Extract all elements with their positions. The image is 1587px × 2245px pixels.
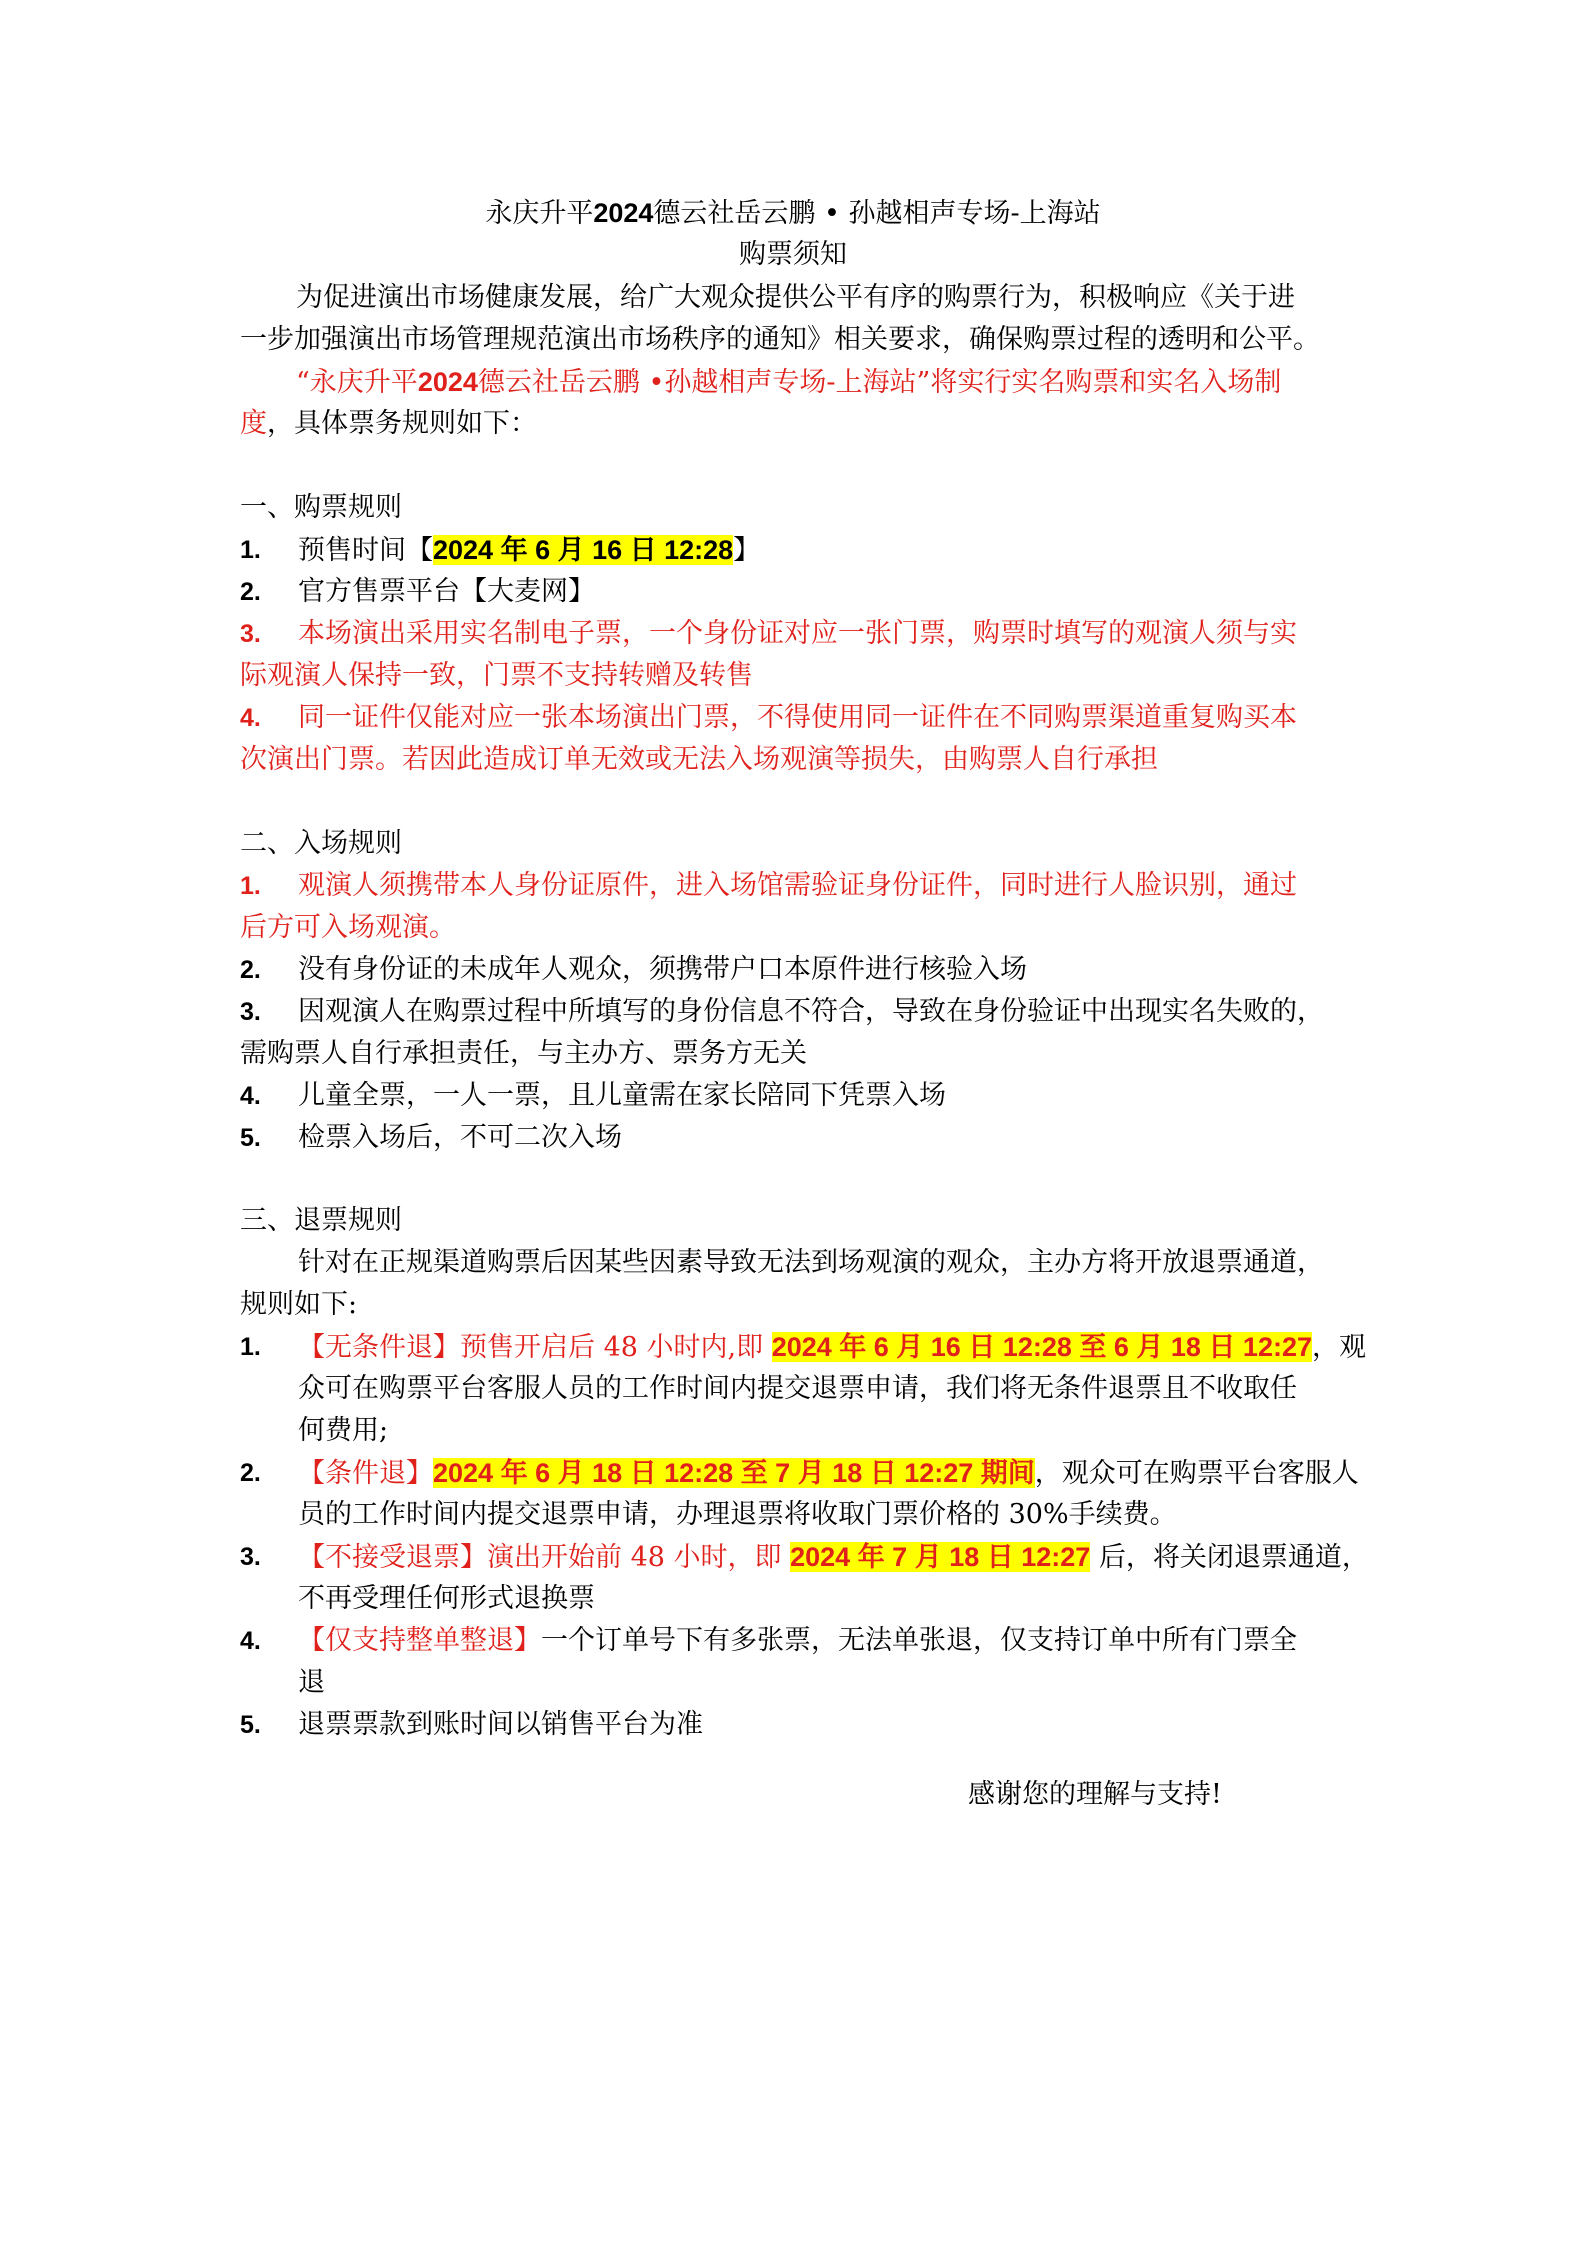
intro-red-line-2: 度，具体票务规则如下：	[240, 408, 537, 439]
s2-item4-text: 儿童全票，一人一票，且儿童需在家长陪同下凭票入场	[298, 1080, 946, 1111]
s3-intro-line1: 针对在正规渠道购票后因某些因素导致无法到场观演的观众，主办方将开放退票通道，	[298, 1247, 1324, 1278]
s1-item3-num: 3.	[240, 620, 261, 648]
s3-item4-line1: 【仅支持整单整退】一个订单号下有多张票，无法单张退，仅支持订单中所有门票全	[298, 1625, 1297, 1656]
s3-item3-num: 3.	[240, 1543, 261, 1571]
section2-heading: 二、入场规则	[240, 828, 402, 859]
s2-item1-line2: 后方可入场观演。	[240, 912, 456, 943]
title-text-a: 永庆升平	[485, 198, 594, 229]
unconditional-refund-period: 2024 年 6 月 16 日 12:28 至 6 月 18 日 12:27	[771, 1332, 1312, 1362]
presale-time-highlight: 2024 年 6 月 16 日 12:28	[433, 535, 734, 565]
s1-item3-line1: 本场演出采用实名制电子票，一个身份证对应一张门票，购票时填写的观演人须与实	[298, 618, 1297, 649]
s3-intro-line2: 规则如下:	[240, 1289, 358, 1320]
s3-item3-line2: 不再受理任何形式退换票	[298, 1583, 595, 1614]
s3-item3-line1: 【不接受退票】演出开始前 48 小时，即 2024 年 7 月 18 日 12:27 后，将关闭退票通道，	[298, 1542, 1369, 1573]
s1-item2-text: 官方售票平台【大麦网】	[298, 576, 595, 607]
document-subtitle: 购票须知	[739, 239, 847, 270]
s2-item2-text: 没有身份证的未成年人观众，须携带户口本原件进行核验入场	[298, 954, 1027, 985]
title-text-b: 德云社岳云鹏 • 孙越相声专场-上海站	[653, 198, 1101, 229]
s2-item3-num: 3.	[240, 998, 261, 1026]
s3-item1-num: 1.	[240, 1333, 261, 1361]
s3-item4-num: 4.	[240, 1627, 261, 1655]
document-title	[240, 192, 1346, 235]
s1-item2-num: 2.	[240, 578, 261, 606]
s1-item1-num: 1.	[240, 536, 261, 564]
s1-item4-num: 4.	[240, 704, 261, 732]
s3-item2-line2: 员的工作时间内提交退票申请，办理退票将收取门票价格的 30%手续费。	[298, 1499, 1177, 1530]
s1-item4-line2: 次演出门票。若因此造成订单无效或无法入场观演等损失，由购票人自行承担	[240, 744, 1158, 775]
intro-red-line: “永庆升平2024德云社岳云鹏 •孙越相声专场-上海站”将实行实名购票和实名入场制	[296, 367, 1282, 398]
section3-heading: 三、退票规则	[240, 1205, 402, 1236]
no-refund-cutoff: 2024 年 7 月 18 日 12:27	[790, 1542, 1091, 1572]
title-year: 2024	[593, 198, 654, 228]
s3-item2-line1: 【条件退】2024 年 6 月 18 日 12:28 至 7 月 18 日 12:27 期间，观众可在购票平台客服人	[298, 1458, 1359, 1489]
intro-line-2: 一步加强演出市场管理规范演出市场秩序的通知》相关要求，确保购票过程的透明和公平。	[240, 324, 1320, 355]
s3-item5-num: 5.	[240, 1711, 261, 1739]
s1-item4-line1: 同一证件仅能对应一张本场演出门票，不得使用同一证件在不同购票渠道重复购买本	[298, 702, 1297, 733]
s2-item5-text: 检票入场后，不可二次入场	[298, 1122, 622, 1153]
conditional-refund-period: 2024 年 6 月 18 日 12:28 至 7 月 18 日 12:27 期间	[433, 1458, 1035, 1488]
s1-item3-line2: 际观演人保持一致，门票不支持转赠及转售	[240, 660, 753, 691]
intro-line-1: 为促进演出市场健康发展，给广大观众提供公平有序的购票行为，积极响应《关于进	[296, 282, 1295, 313]
s2-item1-num: 1.	[240, 872, 261, 900]
s3-item5-text: 退票票款到账时间以销售平台为准	[298, 1709, 703, 1740]
s3-item4-line2: 退	[298, 1667, 325, 1698]
s3-item1-line3: 何费用;	[298, 1415, 389, 1446]
s2-item1-line1: 观演人须携带本人身份证原件，进入场馆需验证身份证件，同时进行人脸识别，通过	[298, 870, 1297, 901]
s2-item4-num: 4.	[240, 1082, 261, 1110]
s2-item3-line2: 需购票人自行承担责任，与主办方、票务方无关	[240, 1038, 807, 1069]
s3-item1-line2: 众可在购票平台客服人员的工作时间内提交退票申请，我们将无条件退票且不收取任	[298, 1373, 1297, 1404]
closing-thanks: 感谢您的理解与支持!	[968, 1779, 1222, 1810]
s1-item1-text: 预售时间【2024 年 6 月 16 日 12:28】	[298, 535, 761, 566]
s2-item5-num: 5.	[240, 1124, 261, 1152]
s2-item2-num: 2.	[240, 956, 261, 984]
s2-item3-line1: 因观演人在购票过程中所填写的身份信息不符合，导致在身份验证中出现实名失败的，	[298, 996, 1324, 1027]
section1-heading: 一、购票规则	[240, 492, 402, 523]
s3-item1-line1: 【无条件退】预售开启后 48 小时内,即 2024 年 6 月 16 日 12:28 至 6 月 18 日 12:27，观	[298, 1332, 1366, 1363]
s3-item2-num: 2.	[240, 1459, 261, 1487]
